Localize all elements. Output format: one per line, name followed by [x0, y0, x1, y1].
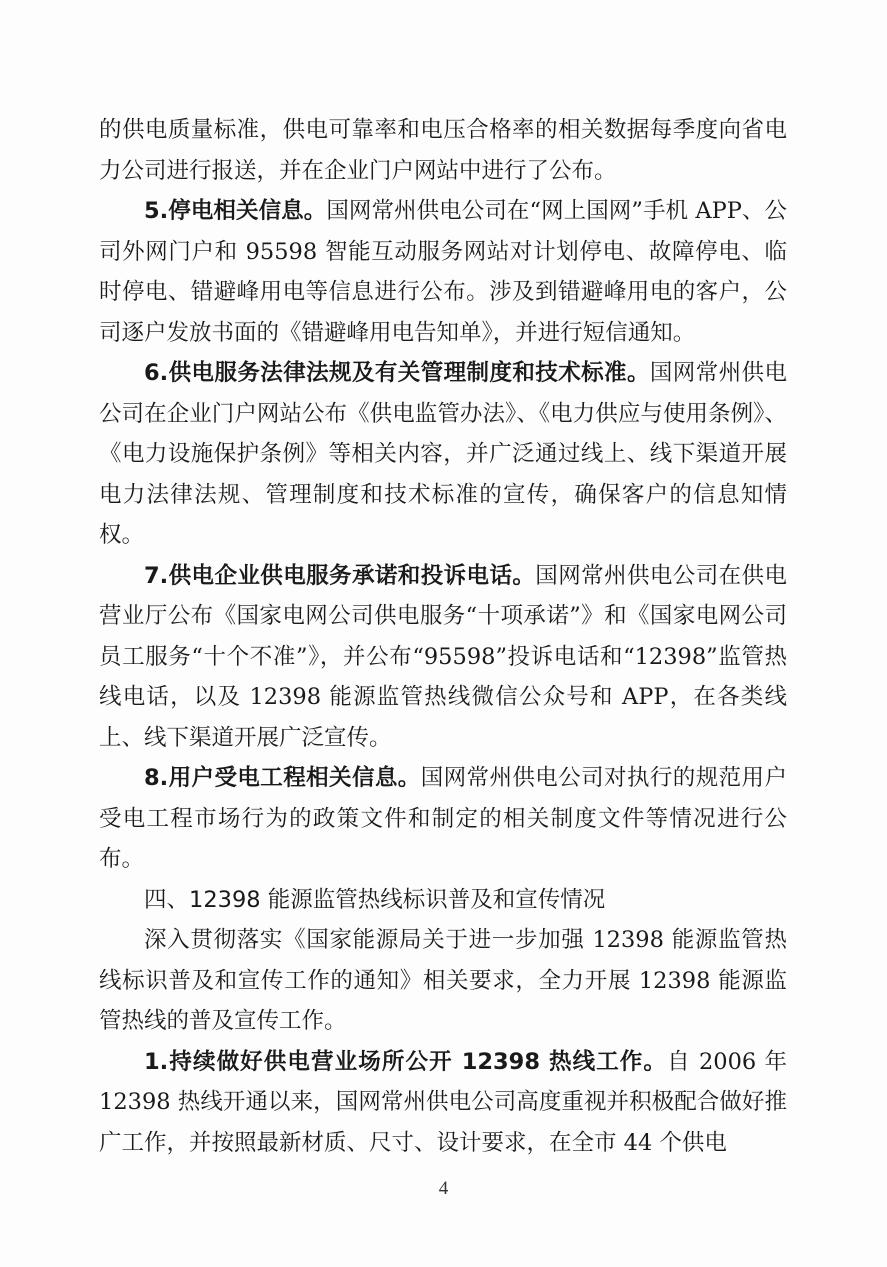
section-heading: 四、12398 能源监管热线标识普及和宣传情况 — [144, 886, 606, 913]
section-intro-paragraph: 深入贯彻落实《国家能源局关于进一步加强 12398 能源监管热线标识普及和宣传工作的通知》相关要求，全力开展 12398 能源监管热线的普及宣传工作。 — [99, 927, 787, 1034]
item-8-paragraph — [99, 758, 787, 880]
item-7-lead: 7.供电企业供电服务承诺和投诉电话。 — [144, 562, 536, 589]
item-8-lead: 8.用户受电工程相关信息。 — [144, 765, 421, 791]
item-1-body: 自 2006 年 12398 热线开通以来，国网常州供电公司高度重视并积极配合做好推广工作，并按照最新材质、尺寸、设计要求，在全市 44 个供电 — [99, 1048, 787, 1156]
item-6-body: 国网常州供电公司在企业门户网站公布《供电监管办法》、《电力供应与使用条例》、《电力设施保护条例》等相关内容，并广泛通过线上、线下渠道开展电力法律法规、管理制度和技术标准的宣传，确保客户的信息知情权。 — [99, 360, 787, 548]
item-5-body: 国网常州供电公司在“网上国网”手机 APP、公司外网门户和 95598 智能互动服务网站对计划停电、故障停电、临时停电、错避峰用电等信息进行公布。涉及到错避峰用电的客户，公司逐户发放书面的《错避峰用电告知单》，并进行短信通知。 — [99, 198, 787, 346]
document-body — [99, 110, 787, 1163]
item-5-lead: 5.停电相关信息。 — [144, 198, 327, 224]
item-6-lead: 6.供电服务法律法规及有关管理制度和技术标准。 — [144, 360, 650, 386]
item-8-body: 国网常州供电公司对执行的规范用户受电工程市场行为的政策文件和制定的相关制度文件等情况进行公布。 — [99, 765, 787, 872]
page-number: 4 — [438, 1178, 449, 1199]
item-7-paragraph — [99, 556, 787, 759]
item-1-paragraph — [99, 1042, 787, 1164]
continuation-paragraph: 的供电质量标准，供电可靠率和电压合格率的相关数据每季度向省电力公司进行报送，并在企业门户网站中进行了公布。 — [99, 117, 787, 184]
item-5-paragraph — [99, 191, 787, 353]
item-1-lead: 1.持续做好供电营业场所公开 12398 热线工作。 — [144, 1048, 668, 1075]
item-6-paragraph — [99, 353, 787, 556]
item-7-body: 国网常州供电公司在供电营业厅公布《国家电网公司供电服务“十项承诺”》和《国家电网公司员工服务“十个不准”》，并公布“95598”投诉电话和“12398”监管热线电话，以及 12398 能源监管热线微信公众号和 APP，在各类线上、线下渠道开展广泛宣传。 — [99, 562, 787, 751]
